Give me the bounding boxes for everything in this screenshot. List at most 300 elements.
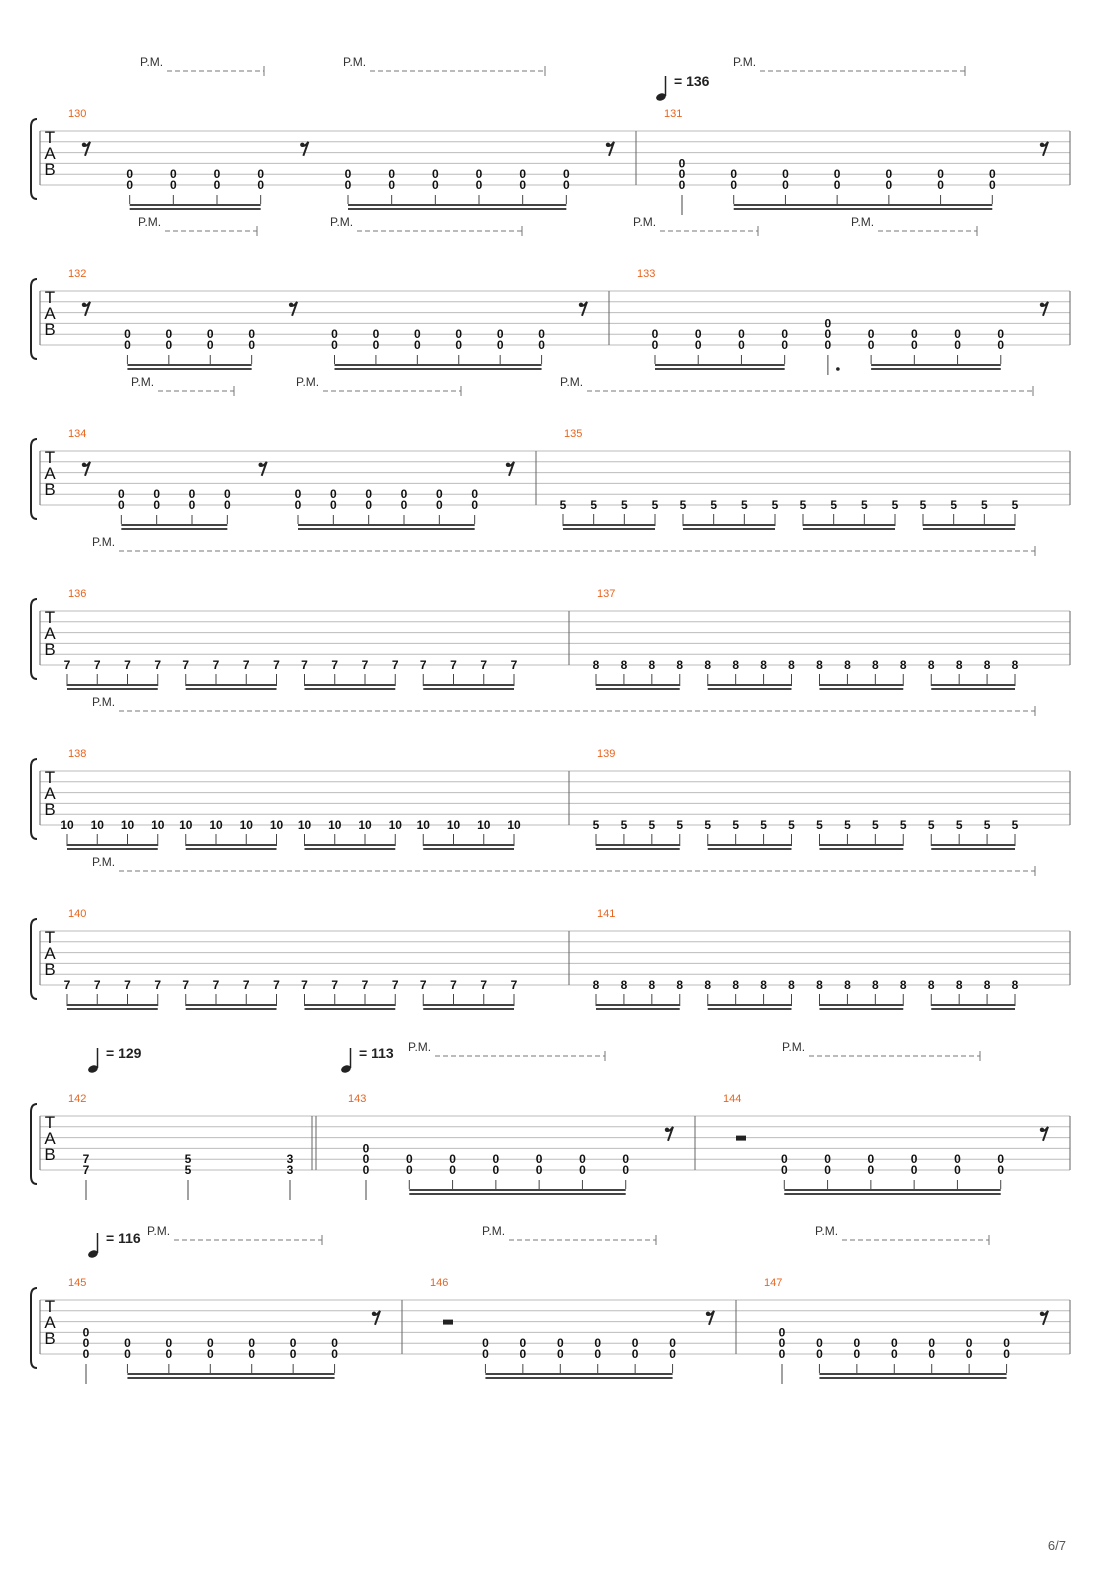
m136-fret: 7 xyxy=(361,658,369,672)
m130-fret: 0 xyxy=(344,178,352,192)
system-brace xyxy=(31,1288,37,1368)
tempo-marking: = 136 xyxy=(674,73,710,89)
m141-fret: 8 xyxy=(871,978,879,992)
m146-fret: 0 xyxy=(482,1336,489,1351)
measure-143 xyxy=(348,1093,673,1200)
m130-fret: 0 xyxy=(388,167,396,182)
m132-fret: 0 xyxy=(206,327,214,342)
tab-clef-letter: A xyxy=(44,944,56,963)
m144-fret: 0 xyxy=(824,1152,831,1167)
tab-system-8 xyxy=(31,1224,1070,1384)
m139-fret: 5 xyxy=(871,818,879,832)
m143-fret: 0 xyxy=(362,1152,370,1167)
m134-fret: 0 xyxy=(294,498,302,512)
tab-clef-letter: B xyxy=(44,480,56,499)
m133-fret: 0 xyxy=(651,327,659,342)
m131-fret: 0 xyxy=(988,178,996,192)
m137-fret: 8 xyxy=(676,658,684,672)
m136-fret: 7 xyxy=(480,658,488,672)
m146-fret: 0 xyxy=(556,1336,564,1351)
m135-fret: 5 xyxy=(980,498,988,512)
m130-fret: 0 xyxy=(257,178,265,192)
m147-fret: 0 xyxy=(816,1347,823,1361)
m134-fret: 0 xyxy=(329,498,337,512)
m132-fret: 0 xyxy=(538,327,545,342)
m132-fret: 0 xyxy=(455,338,463,352)
m137-beam xyxy=(820,684,904,686)
m134-beam xyxy=(121,528,227,530)
m142-fret: 7 xyxy=(82,1152,90,1167)
tab-clef-letter: B xyxy=(44,160,56,179)
m132-fret: 0 xyxy=(372,327,380,342)
m130-beam xyxy=(348,208,566,210)
m140-beam xyxy=(186,1004,277,1006)
m138-fret: 10 xyxy=(446,818,461,832)
tab-clef-letter: T xyxy=(44,128,56,147)
m139-fret: 5 xyxy=(955,818,963,832)
palm-mute-label: P.M. xyxy=(131,375,155,389)
m137-fret: 8 xyxy=(760,658,767,672)
m144-fret: 0 xyxy=(910,1152,918,1167)
m145-fret: 0 xyxy=(248,1347,256,1361)
m132-eighth-rest-dot xyxy=(82,303,86,307)
m141-fret: 8 xyxy=(788,978,795,992)
m138-fret: 10 xyxy=(151,818,165,832)
m146-beam xyxy=(485,1377,672,1379)
m130-beam xyxy=(130,204,261,206)
m130-fret: 0 xyxy=(126,178,134,192)
tab-clef-letter: T xyxy=(44,768,56,787)
palm-mute-label: P.M. xyxy=(482,1224,506,1238)
m130-beam xyxy=(348,204,566,206)
m139-fret: 5 xyxy=(899,818,907,832)
palm-mute-label: P.M. xyxy=(147,1224,171,1238)
measure-number: 136 xyxy=(68,588,87,600)
palm-mute-label: P.M. xyxy=(851,215,875,229)
m138-fret: 10 xyxy=(297,818,312,832)
m138-beam xyxy=(305,844,396,846)
m143-fret: 0 xyxy=(535,1163,543,1177)
m145-fret: 0 xyxy=(289,1336,297,1351)
m145-fret: 0 xyxy=(165,1336,173,1351)
m135-fret: 5 xyxy=(740,498,748,512)
m141-fret: 8 xyxy=(816,978,823,992)
tab-system-6 xyxy=(31,855,1070,1010)
m140-fret: 7 xyxy=(450,978,457,992)
m140-beam xyxy=(186,1008,277,1010)
m135-fret: 5 xyxy=(860,498,868,512)
m134-eighth-rest-dot xyxy=(258,463,262,467)
m134-eighth-rest-dot xyxy=(506,463,510,467)
page-number: 6/7 xyxy=(1047,1538,1066,1553)
m135-fret: 5 xyxy=(799,498,807,512)
m133-fret: 0 xyxy=(910,327,918,342)
m137-beam xyxy=(820,688,904,690)
m137-fret: 8 xyxy=(788,658,795,672)
m133-eighth-rest-dot xyxy=(1040,303,1044,307)
m139-beam xyxy=(708,844,792,846)
m137-fret: 8 xyxy=(1011,658,1019,672)
tempo-marking: = 129 xyxy=(106,1045,142,1061)
m133-beam xyxy=(871,364,1001,366)
m136-beam xyxy=(186,684,277,686)
m139-fret: 5 xyxy=(1011,818,1019,832)
m137-fret: 8 xyxy=(648,658,656,672)
tempo-marking: = 113 xyxy=(359,1045,394,1061)
m137-fret: 8 xyxy=(816,658,823,672)
m141-fret: 8 xyxy=(927,978,935,992)
tab-clef-letter: A xyxy=(44,784,56,803)
m132-fret: 0 xyxy=(538,338,545,352)
m130-fret: 0 xyxy=(388,178,396,192)
m134-beam xyxy=(121,524,227,526)
m136-beam xyxy=(186,688,277,690)
m135-fret: 5 xyxy=(950,498,958,512)
m131-fret: 0 xyxy=(988,167,996,182)
m147-fret: 0 xyxy=(853,1347,861,1361)
m145-beam xyxy=(127,1377,334,1379)
m139-fret: 5 xyxy=(844,818,851,832)
m144-eighth-rest-dot xyxy=(1040,1128,1044,1132)
m143-fret: 0 xyxy=(622,1152,630,1167)
measure-number: 138 xyxy=(68,748,87,760)
m144-fret: 0 xyxy=(997,1163,1005,1177)
tab-system-1 xyxy=(31,55,1070,215)
m145-fret: 0 xyxy=(289,1347,297,1361)
m146-fret: 0 xyxy=(594,1347,602,1361)
m146-fret: 0 xyxy=(594,1336,602,1351)
m133-fret: 0 xyxy=(738,327,745,342)
m143-fret: 0 xyxy=(535,1152,543,1167)
m134-fret: 0 xyxy=(471,498,479,512)
palm-mute-label: P.M. xyxy=(92,695,116,709)
m143-eighth-rest-dot xyxy=(665,1128,669,1132)
m136-beam xyxy=(423,688,514,690)
m144-fret: 0 xyxy=(997,1152,1005,1167)
system-brace xyxy=(31,759,37,839)
m142-fret: 5 xyxy=(184,1152,192,1167)
palm-mute-label: P.M. xyxy=(408,1040,432,1054)
m140-fret: 7 xyxy=(510,978,518,992)
m140-fret: 7 xyxy=(242,978,250,992)
m138-fret: 10 xyxy=(60,818,74,832)
measure-138 xyxy=(60,748,521,850)
m147-fret: 0 xyxy=(890,1336,898,1351)
m141-fret: 8 xyxy=(620,978,628,992)
m143-fret: 0 xyxy=(492,1163,500,1177)
measure-146 xyxy=(430,1277,714,1379)
m145-eighth-rest-dot xyxy=(372,1312,376,1316)
m141-fret: 8 xyxy=(732,978,740,992)
m134-fret: 0 xyxy=(435,487,443,502)
m141-beam xyxy=(708,1004,792,1006)
m132-fret: 0 xyxy=(455,327,463,342)
m141-fret: 8 xyxy=(983,978,991,992)
m147-fret: 0 xyxy=(778,1325,786,1340)
m145-fret: 0 xyxy=(124,1336,131,1351)
m135-fret: 5 xyxy=(919,498,927,512)
tab-clef-letter: A xyxy=(44,304,56,323)
m134-fret: 0 xyxy=(117,498,125,512)
m133-fret: 0 xyxy=(738,338,745,352)
m141-beam xyxy=(820,1008,904,1010)
m136-fret: 7 xyxy=(63,658,71,672)
m135-fret: 5 xyxy=(590,498,598,512)
m131-fret: 0 xyxy=(833,167,841,182)
m137-fret: 8 xyxy=(592,658,600,672)
m133-fret: 0 xyxy=(954,327,961,342)
m147-beam xyxy=(819,1373,1006,1375)
m136-fret: 7 xyxy=(124,658,131,672)
measure-132 xyxy=(68,268,587,370)
m135-beam xyxy=(683,524,775,526)
m132-fret: 0 xyxy=(124,327,131,342)
tempo-marking: = 116 xyxy=(106,1230,141,1246)
m137-fret: 8 xyxy=(871,658,879,672)
m141-fret: 8 xyxy=(704,978,712,992)
measure-142 xyxy=(68,1093,294,1200)
m143-beam xyxy=(409,1193,625,1195)
tab-clef-letter: B xyxy=(44,320,56,339)
m138-fret: 10 xyxy=(328,818,342,832)
m138-fret: 10 xyxy=(179,818,193,832)
m139-fret: 5 xyxy=(927,818,935,832)
m131-fret: 0 xyxy=(730,178,738,192)
m136-fret: 7 xyxy=(154,658,162,672)
m131-fret: 0 xyxy=(678,167,686,182)
m132-fret: 0 xyxy=(248,338,256,352)
m136-fret: 7 xyxy=(419,658,427,672)
measure-number: 135 xyxy=(564,428,583,440)
m145-fret: 0 xyxy=(82,1347,90,1361)
m133-fret: 0 xyxy=(694,338,702,352)
m132-fret: 0 xyxy=(331,338,338,352)
m133-fret: 0 xyxy=(867,327,875,342)
m145-fret: 0 xyxy=(82,1336,90,1351)
m136-fret: 7 xyxy=(391,658,399,672)
m140-beam xyxy=(423,1004,514,1006)
m140-fret: 7 xyxy=(93,978,101,992)
m134-fret: 0 xyxy=(153,487,161,502)
m135-fret: 5 xyxy=(830,498,838,512)
m143-fret: 0 xyxy=(492,1152,500,1167)
m140-fret: 7 xyxy=(273,978,280,992)
m143-fret: 0 xyxy=(405,1163,413,1177)
palm-mute-label: P.M. xyxy=(782,1040,806,1054)
m130-fret: 0 xyxy=(213,178,221,192)
palm-mute-label: P.M. xyxy=(330,215,354,229)
m144-beam xyxy=(784,1189,1000,1191)
m139-beam xyxy=(596,844,680,846)
m130-fret: 0 xyxy=(562,178,570,192)
m136-fret: 7 xyxy=(93,658,101,672)
m130-fret: 0 xyxy=(562,167,570,182)
m140-beam xyxy=(423,1008,514,1010)
m143-fret: 0 xyxy=(449,1152,456,1167)
m134-fret: 0 xyxy=(400,487,408,502)
tab-clef-letter: A xyxy=(44,1313,56,1332)
m139-beam xyxy=(931,848,1015,850)
m140-beam xyxy=(305,1008,396,1010)
m146-fret: 0 xyxy=(669,1347,676,1361)
m134-fret: 0 xyxy=(188,498,196,512)
system-brace xyxy=(31,599,37,679)
m132-eighth-rest-dot xyxy=(579,303,583,307)
m143-fret: 0 xyxy=(362,1163,370,1177)
m132-fret: 0 xyxy=(206,338,214,352)
measure-131 xyxy=(664,108,1048,215)
m133-fret: 0 xyxy=(910,338,918,352)
m133-beam xyxy=(655,364,785,366)
tab-system-7 xyxy=(31,1040,1070,1200)
m136-fret: 7 xyxy=(331,658,339,672)
m143-fret: 0 xyxy=(622,1163,630,1177)
m140-fret: 7 xyxy=(63,978,71,992)
m135-fret: 5 xyxy=(1011,498,1019,512)
palm-mute-label: P.M. xyxy=(633,215,657,229)
m137-fret: 8 xyxy=(620,658,628,672)
measure-137 xyxy=(593,588,1019,690)
m143-fret: 0 xyxy=(579,1163,586,1177)
m147-fret: 0 xyxy=(778,1336,786,1351)
m132-fret: 0 xyxy=(413,338,421,352)
m135-fret: 5 xyxy=(771,498,779,512)
m140-fret: 7 xyxy=(301,978,308,992)
m132-beam xyxy=(127,368,251,370)
tab-clef-letter: A xyxy=(44,624,56,643)
m145-fret: 0 xyxy=(248,1336,256,1351)
m137-fret: 8 xyxy=(704,658,712,672)
tab-clef-letter: B xyxy=(44,640,56,659)
m144-beam xyxy=(784,1193,1000,1195)
m135-beam xyxy=(803,528,895,530)
m135-fret: 5 xyxy=(710,498,718,512)
tab-system-5 xyxy=(31,695,1070,850)
m130-fret: 0 xyxy=(344,167,352,182)
measure-145 xyxy=(68,1277,380,1384)
measure-number: 146 xyxy=(430,1277,449,1289)
m132-beam xyxy=(335,368,542,370)
m141-fret: 8 xyxy=(648,978,656,992)
m144-fret: 0 xyxy=(780,1163,788,1177)
m137-beam xyxy=(596,684,680,686)
m133-fret: 0 xyxy=(824,338,832,352)
m133-fret: 0 xyxy=(824,327,832,342)
m140-fret: 7 xyxy=(331,978,339,992)
m147-fret: 0 xyxy=(853,1336,861,1351)
m140-beam xyxy=(67,1008,158,1010)
measure-number: 145 xyxy=(68,1277,87,1289)
m147-fret: 0 xyxy=(965,1336,973,1351)
m146-fret: 0 xyxy=(631,1347,639,1361)
m146-fret: 0 xyxy=(482,1347,489,1361)
m137-beam xyxy=(931,688,1015,690)
measure-number: 143 xyxy=(348,1093,367,1105)
m147-fret: 0 xyxy=(816,1336,823,1351)
m140-fret: 7 xyxy=(182,978,190,992)
m137-beam xyxy=(708,684,792,686)
m132-beam xyxy=(335,364,542,366)
m135-beam xyxy=(683,528,775,530)
measure-number: 137 xyxy=(597,588,616,600)
m136-fret: 7 xyxy=(450,658,457,672)
m135-beam xyxy=(563,524,655,526)
m138-fret: 10 xyxy=(269,818,284,832)
m132-eighth-rest-dot xyxy=(289,303,293,307)
m137-fret: 8 xyxy=(955,658,963,672)
m141-fret: 8 xyxy=(899,978,907,992)
m132-fret: 0 xyxy=(496,338,504,352)
m134-fret: 0 xyxy=(365,487,373,502)
m132-fret: 0 xyxy=(248,327,256,342)
m143-fret: 0 xyxy=(449,1163,456,1177)
m138-fret: 10 xyxy=(120,818,135,832)
system-brace xyxy=(31,279,37,359)
m138-fret: 10 xyxy=(507,818,521,832)
m131-eighth-rest-dot xyxy=(1040,143,1044,147)
measure-144 xyxy=(723,1093,1048,1195)
m134-fret: 0 xyxy=(188,487,196,502)
m132-fret: 0 xyxy=(331,327,338,342)
system-brace xyxy=(31,1104,37,1184)
m133-fret: 0 xyxy=(781,338,789,352)
m146-eighth-rest-dot xyxy=(706,1312,710,1316)
measure-140 xyxy=(64,908,518,1010)
m138-fret: 10 xyxy=(388,818,402,832)
measure-number: 131 xyxy=(664,108,683,120)
measure-number: 139 xyxy=(597,748,616,760)
m136-beam xyxy=(67,684,158,686)
measure-number: 132 xyxy=(68,268,87,280)
m133-dot xyxy=(836,367,840,371)
palm-mute-label: P.M. xyxy=(343,55,367,69)
system-brace xyxy=(31,119,37,199)
m140-fret: 7 xyxy=(212,978,220,992)
m133-fret: 0 xyxy=(867,338,875,352)
m139-fret: 5 xyxy=(648,818,656,832)
m133-fret: 0 xyxy=(954,338,961,352)
m137-fret: 8 xyxy=(732,658,740,672)
m143-fret: 0 xyxy=(579,1152,586,1167)
m139-beam xyxy=(820,844,904,846)
tab-clef-letter: A xyxy=(44,1129,56,1148)
m135-fret: 5 xyxy=(651,498,659,512)
palm-mute-label: P.M. xyxy=(560,375,584,389)
m141-beam xyxy=(596,1004,680,1006)
measure-number: 141 xyxy=(597,908,616,920)
m130-fret: 0 xyxy=(431,178,439,192)
tab-clef-letter: T xyxy=(44,928,56,947)
m141-beam xyxy=(708,1008,792,1010)
m147-fret: 0 xyxy=(928,1336,936,1351)
m141-fret: 8 xyxy=(676,978,684,992)
m143-fret: 0 xyxy=(405,1152,413,1167)
m138-fret: 10 xyxy=(239,818,253,832)
m140-fret: 7 xyxy=(391,978,399,992)
m137-beam xyxy=(596,688,680,690)
m131-fret: 0 xyxy=(678,178,686,192)
m130-beam xyxy=(130,208,261,210)
m134-beam xyxy=(298,528,475,530)
m140-fret: 7 xyxy=(419,978,427,992)
tab-clef-letter: T xyxy=(44,448,56,467)
m139-fret: 5 xyxy=(983,818,991,832)
m133-fret: 0 xyxy=(824,316,832,331)
m139-fret: 5 xyxy=(788,818,795,832)
tab-clef-letter: T xyxy=(44,288,56,307)
m147-fret: 0 xyxy=(1003,1336,1010,1351)
measure-number: 140 xyxy=(68,908,87,920)
